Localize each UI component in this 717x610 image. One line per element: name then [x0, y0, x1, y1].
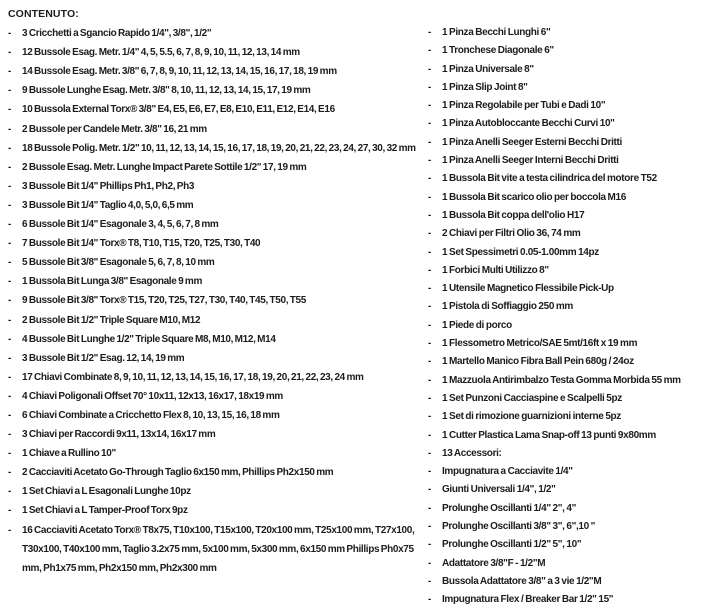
item-text: 2 Bussole per Candele Metr. 3/8" 16, 21 mm [22, 123, 207, 135]
list-item [8, 501, 420, 520]
list-item [8, 311, 420, 330]
item-text: 1 Set di rimozione guarnizioni interne 5pz [442, 411, 621, 423]
item-text: 10 Bussola External Torx® 3/8" E4, E5, E6, E7, E8, E10, E11, E12, E14, E16 [22, 104, 335, 116]
item-text: 1 Forbici Multi Utilizzo 8" [442, 264, 549, 276]
list-item [8, 234, 420, 253]
item-text: 1 Pinza Universale 8" [442, 63, 534, 75]
item-text: 13 Accessori: [442, 447, 502, 459]
dash-bullet: - [8, 467, 11, 479]
dash-bullet: - [8, 219, 11, 231]
contents-title: CONTENUTO: [8, 8, 79, 20]
dash-bullet: - [8, 257, 11, 269]
dash-bullet: - [428, 557, 431, 569]
item-text: Prolunghe Oscillanti 3/8" 3", 6",10 " [442, 521, 596, 533]
item-text: 1 Piede di porco [442, 319, 512, 331]
right-column [428, 5, 713, 610]
dash-bullet: - [8, 409, 11, 421]
list-item [428, 170, 713, 188]
list-item [8, 387, 420, 406]
dash-bullet: - [428, 27, 431, 38]
dash-bullet: - [8, 390, 11, 402]
item-text: 1 Set Spessimetri 0.05-1.00mm 14pz [442, 246, 599, 258]
item-text: 1 Bussola Bit Lunga 3/8" Esagonale 9 mm [22, 276, 202, 288]
list-item [428, 298, 713, 316]
item-text: 2 Cacciaviti Acetato Go-Through Taglio 6x150 mm, Phillips Ph2x150 mm [22, 467, 334, 479]
dash-bullet: - [428, 484, 431, 496]
list-item [428, 555, 713, 573]
dash-bullet: - [428, 575, 431, 587]
left-item-list [8, 24, 420, 578]
list-item [8, 215, 420, 234]
list-item [8, 139, 420, 158]
dash-bullet: - [8, 276, 11, 288]
dash-bullet: - [8, 371, 11, 383]
item-text: 1 Pinza Slip Joint 8" [442, 81, 528, 93]
dash-bullet: - [8, 142, 11, 154]
item-text: 3 Bussole Bit 1/2" Esag. 12, 14, 19 mm [22, 352, 185, 364]
list-item [428, 445, 713, 463]
item-text: 2 Bussole Esag. Metr. Lunghe Impact Parete Sottile 1/2" 17, 19 mm [22, 161, 307, 173]
list-item [8, 349, 420, 368]
list-item [8, 43, 420, 62]
item-text: 1 Pinza Anelli Seeger Esterni Becchi Dritti [442, 136, 622, 148]
item-text: 17 Chiavi Combinate 8, 9, 10, 11, 12, 13, 14, 15, 16, 17, 18, 19, 20, 21, 22, 23, 24 mm [22, 371, 364, 383]
dash-bullet: - [8, 28, 11, 40]
dash-bullet: - [428, 392, 431, 404]
item-text: 4 Chiavi Poligonali Offset 70° 10x11, 12x13, 16x17, 18x19 mm [22, 390, 283, 402]
item-text: 6 Chiavi Combinate a Cricchetto Flex 8, 10, 13, 15, 16, 18 mm [22, 409, 280, 421]
item-text: 1 Pinza Anelli Seeger Interni Becchi Dritti [442, 155, 619, 167]
dash-bullet: - [428, 466, 431, 478]
list-item [8, 177, 420, 196]
dash-bullet: - [8, 333, 11, 345]
item-text: 2 Bussole Bit 1/2" Triple Square M10, M12 [22, 314, 201, 326]
list-item [428, 536, 713, 554]
list-item [8, 463, 420, 482]
dash-bullet: - [428, 283, 431, 295]
list-item [428, 481, 713, 499]
dash-bullet: - [428, 502, 431, 514]
list-item [428, 24, 713, 42]
dash-bullet: - [428, 118, 431, 130]
list-item [428, 317, 713, 335]
list-item [428, 61, 713, 79]
item-text: 2 Chiavi per Filtri Olio 36, 74 mm [442, 228, 581, 240]
list-item [8, 330, 420, 349]
item-text: 9 Bussole Lunghe Esag. Metr. 3/8" 8, 10, 11, 12, 13, 14, 15, 17, 19 mm [22, 85, 311, 97]
item-text: 12 Bussole Esag. Metr. 1/4" 4, 5, 5.5, 6, 7, 8, 9, 10, 11, 12, 13, 14 mm [22, 47, 300, 59]
dash-bullet: - [428, 264, 431, 276]
dash-bullet: - [428, 411, 431, 423]
list-item [428, 207, 713, 225]
dash-bullet: - [428, 63, 431, 75]
list-item [428, 97, 713, 115]
list-item [428, 79, 713, 97]
item-text: 6 Bussole Bit 1/4" Esagonale 3, 4, 5, 6, 7, 8 mm [22, 219, 219, 231]
list-item [428, 408, 713, 426]
item-text: 1 Bussola Bit scarico olio per boccola M16 [442, 191, 626, 203]
dash-bullet: - [428, 521, 431, 533]
item-text: Giunti Universali 1/4", 1/2" [442, 484, 556, 496]
dash-bullet: - [8, 295, 11, 307]
dash-bullet: - [8, 123, 11, 135]
list-item [428, 152, 713, 170]
dash-bullet: - [8, 161, 11, 173]
dash-bullet: - [428, 228, 431, 240]
item-text: Prolunghe Oscillanti 1/4" 2", 4" [442, 502, 576, 514]
list-item [428, 372, 713, 390]
dash-bullet: - [428, 45, 431, 57]
item-text: Prolunghe Oscillanti 1/2" 5", 10" [442, 539, 582, 551]
list-item [8, 62, 420, 81]
list-item [8, 196, 420, 215]
dash-bullet: - [8, 429, 11, 441]
list-item [428, 262, 713, 280]
dash-bullet: - [8, 238, 11, 250]
list-item [428, 591, 713, 609]
item-text: 1 Chiave a Rullino 10" [22, 448, 116, 460]
list-item [8, 272, 420, 291]
item-text: 9 Bussole Bit 3/8" Torx® T15, T20, T25, T27, T30, T40, T45, T50, T55 [22, 295, 306, 307]
dash-bullet: - [8, 524, 11, 536]
dash-bullet: - [428, 374, 431, 386]
dash-bullet: - [428, 136, 431, 148]
item-text: 3 Bussole Bit 1/4" Taglio 4,0, 5,0, 6,5 mm [22, 199, 194, 211]
dash-bullet: - [428, 429, 431, 441]
list-item [8, 425, 420, 444]
list-item [428, 500, 713, 518]
list-item [8, 368, 420, 387]
item-text: 1 Pinza Regolabile per Tubi e Dadi 10" [442, 100, 606, 112]
dash-bullet: - [428, 100, 431, 112]
item-text: Impugnatura a Cacciavite 1/4" [442, 466, 573, 478]
item-text: 3 Bussole Bit 1/4" Phillips Ph1, Ph2, Ph3 [22, 180, 195, 192]
dash-bullet: - [428, 301, 431, 313]
item-text: 1 Flessometro Metrico/SAE 5mt/16ft x 19 mm [442, 338, 638, 350]
list-item [428, 463, 713, 481]
dash-bullet: - [8, 352, 11, 364]
list-item [8, 81, 420, 100]
dash-bullet: - [428, 191, 431, 203]
item-text: Impugnatura Flex / Breaker Bar 1/2" 15" [442, 594, 614, 606]
dash-bullet: - [8, 505, 11, 517]
dash-bullet: - [8, 66, 11, 78]
list-item [428, 427, 713, 445]
item-text: 1 Mazzuola Antirimbalzo Testa Gomma Morbida 55 mm [442, 374, 681, 386]
item-text: 1 Cutter Plastica Lama Snap-off 13 punti 9x80mm [442, 429, 656, 441]
dash-bullet: - [428, 155, 431, 167]
item-text: 1 Set Punzoni Cacciaspine e Scalpelli 5pz [442, 392, 622, 404]
dash-bullet: - [8, 314, 11, 326]
list-item [8, 158, 420, 177]
list-item [8, 24, 420, 43]
list-item [8, 253, 420, 272]
item-text: 1 Bussola Bit vite a testa cilindrica del motore T52 [442, 173, 657, 185]
list-item [428, 134, 713, 152]
list-item [428, 353, 713, 371]
list-item [428, 335, 713, 353]
dash-bullet: - [8, 180, 11, 192]
item-text: 1 Set Chiavi a L Esagonali Lunghe 10pz [22, 486, 191, 498]
list-item [8, 120, 420, 139]
dash-bullet: - [8, 486, 11, 498]
list-item [428, 244, 713, 262]
item-text: 16 Cacciaviti Acetato Torx® T8x75, T10x100, T15x100, T20x100 mm, T25x100 mm, T27x100, T30x100, T40x100 mm, Taglio 3.2x75 mm, 5x100 mm, 5x300 mm, 6x150 mm Phillips Ph0x75 mm, Ph1x75 mm, Ph2x150 mm, Ph2x300 mm [22, 524, 415, 574]
dash-bullet: - [428, 319, 431, 331]
dash-bullet: - [428, 209, 431, 221]
item-text: Adattatore 3/8"F - 1/2"M [442, 557, 546, 569]
item-text: 1 Bussola Bit coppa dell'olio H17 [442, 209, 585, 221]
dash-bullet: - [8, 85, 11, 97]
list-item [8, 100, 420, 119]
dash-bullet: - [8, 47, 11, 59]
item-text: Bussola Adattatore 3/8" a 3 vie 1/2"M [442, 575, 602, 587]
item-text: 7 Bussole Bit 1/4" Torx® T8, T10, T15, T20, T25, T30, T40 [22, 238, 261, 250]
list-item [428, 390, 713, 408]
item-text: 3 Chiavi per Raccordi 9x11, 13x14, 16x17 mm [22, 429, 216, 441]
list-item [428, 115, 713, 133]
list-item [428, 225, 713, 243]
list-item [8, 482, 420, 501]
dash-bullet: - [428, 447, 431, 459]
item-text: 1 Utensile Magnetico Flessibile Pick-Up [442, 283, 614, 295]
list-item [8, 521, 420, 578]
dash-bullet: - [8, 199, 11, 211]
list-item [428, 518, 713, 536]
item-text: 18 Bussole Polig. Metr. 1/2" 10, 11, 12, 13, 14, 15, 16, 17, 18, 19, 20, 21, 22, 23, 24, 27, 30, 32 mm [22, 142, 416, 154]
item-text: 1 Pinza Becchi Lunghi 6" [442, 27, 551, 38]
dash-bullet: - [428, 594, 431, 606]
item-text: 4 Bussole Bit Lunghe 1/2" Triple Square M8, M10, M12, M14 [22, 333, 276, 345]
item-text: 3 Cricchetti a Sgancio Rapido 1/4", 3/8", 1/2" [22, 28, 212, 40]
dash-bullet: - [428, 539, 431, 551]
dash-bullet: - [428, 81, 431, 93]
right-item-list [428, 24, 713, 610]
item-text: 14 Bussole Esag. Metr. 3/8" 6, 7, 8, 9, 10, 11, 12, 13, 14, 15, 16, 17, 18, 19 mm [22, 66, 337, 78]
item-text: 1 Pinza Autobloccante Becchi Curvi 10" [442, 118, 615, 130]
dash-bullet: - [8, 104, 11, 116]
list-item [8, 444, 420, 463]
item-text: 1 Martello Manico Fibra Ball Pein 680g / 24oz [442, 356, 634, 368]
list-item [428, 573, 713, 591]
left-column [8, 5, 420, 610]
dash-bullet: - [428, 246, 431, 258]
list-item [428, 280, 713, 298]
item-text: 1 Tronchese Diagonale 6" [442, 45, 554, 57]
item-text: 5 Bussole Bit 3/8" Esagonale 5, 6, 7, 8, 10 mm [22, 257, 215, 269]
list-item [428, 189, 713, 207]
list-item [428, 42, 713, 60]
list-item [8, 291, 420, 310]
dash-bullet: - [8, 448, 11, 460]
dash-bullet: - [428, 338, 431, 350]
dash-bullet: - [428, 173, 431, 185]
item-text: 1 Set Chiavi a L Tamper-Proof Torx 9pz [22, 505, 188, 517]
list-item [8, 406, 420, 425]
dash-bullet: - [428, 356, 431, 368]
item-text: 1 Pistola di Soffiaggio 250 mm [442, 301, 573, 313]
